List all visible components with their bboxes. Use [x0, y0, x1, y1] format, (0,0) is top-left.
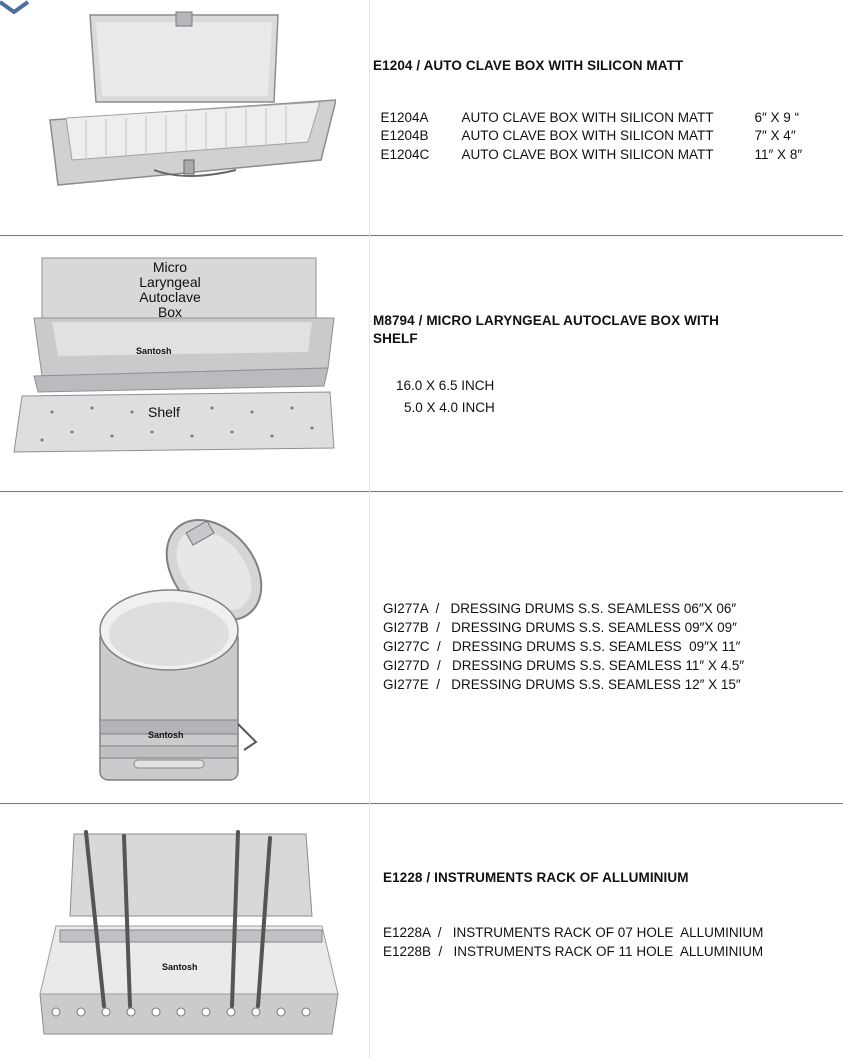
autoclave-box-image — [36, 10, 336, 190]
product-title: E1228 / INSTRUMENTS RACK OF ALLUMINIUM — [383, 870, 689, 885]
product-size: 11″ X 8″ — [754, 147, 803, 162]
product-row: GI277D / DRESSING DRUMS S.S. SEAMLESS 11″ X 4.5″ — [383, 658, 745, 673]
product-row: GI277A / DRESSING DRUMS S.S. SEAMLESS 06″X 06″ — [383, 601, 737, 616]
image-label: Autoclave — [139, 289, 201, 305]
image-label: Box — [157, 304, 183, 320]
micro-laryngeal-box-image — [12, 252, 346, 458]
product-row: E1228B / INSTRUMENTS RACK OF 11 HOLE ALLUMINIUM — [383, 944, 764, 959]
product-size: 6″ X 9 “ — [754, 110, 800, 125]
size-row: 5.0 X 4.0 INCH — [404, 400, 495, 415]
section-divider — [0, 803, 843, 804]
product-title: E1204 / AUTO CLAVE BOX WITH SILICON MATT — [373, 58, 684, 73]
brand-label: Santosh — [136, 346, 172, 356]
product-row: GI277B / DRESSING DRUMS S.S. SEAMLESS 09″X 09″ — [383, 620, 737, 635]
product-code: E1204A — [380, 110, 429, 125]
product-desc: AUTO CLAVE BOX WITH SILICON MATT — [461, 147, 714, 162]
logo-icon — [0, 0, 34, 14]
section-divider — [0, 235, 843, 236]
product-row — [373, 132, 802, 162]
product-code: E1204B — [380, 128, 429, 143]
brand-label: Santosh — [148, 730, 184, 740]
product-desc: AUTO CLAVE BOX WITH SILICON MATT — [461, 110, 714, 125]
image-label: Shelf — [148, 404, 180, 420]
section-divider — [0, 491, 843, 492]
product-title-cont: SHELF — [373, 331, 418, 346]
product-title: M8794 / MICRO LARYNGEAL AUTOCLAVE BOX WITH — [373, 313, 719, 328]
product-row: GI277C / DRESSING DRUMS S.S. SEAMLESS 09″X 11″ — [383, 639, 741, 654]
image-label: Laryngeal — [139, 274, 201, 290]
product-row: E1228A / INSTRUMENTS RACK OF 07 HOLE ALLUMINIUM — [383, 925, 764, 940]
brand-label: Santosh — [162, 962, 198, 972]
instruments-rack-image — [26, 826, 344, 1046]
image-label: Micro — [152, 259, 188, 275]
column-separator — [369, 0, 370, 1058]
product-desc: AUTO CLAVE BOX WITH SILICON MATT — [461, 128, 714, 143]
product-code: E1204C — [380, 147, 430, 162]
dressing-drum-image — [94, 510, 264, 790]
size-row: 16.0 X 6.5 INCH — [396, 378, 495, 393]
product-size: 7″ X 4″ — [754, 128, 796, 143]
product-row: GI277E / DRESSING DRUMS S.S. SEAMLESS 12″ X 15″ — [383, 677, 741, 692]
